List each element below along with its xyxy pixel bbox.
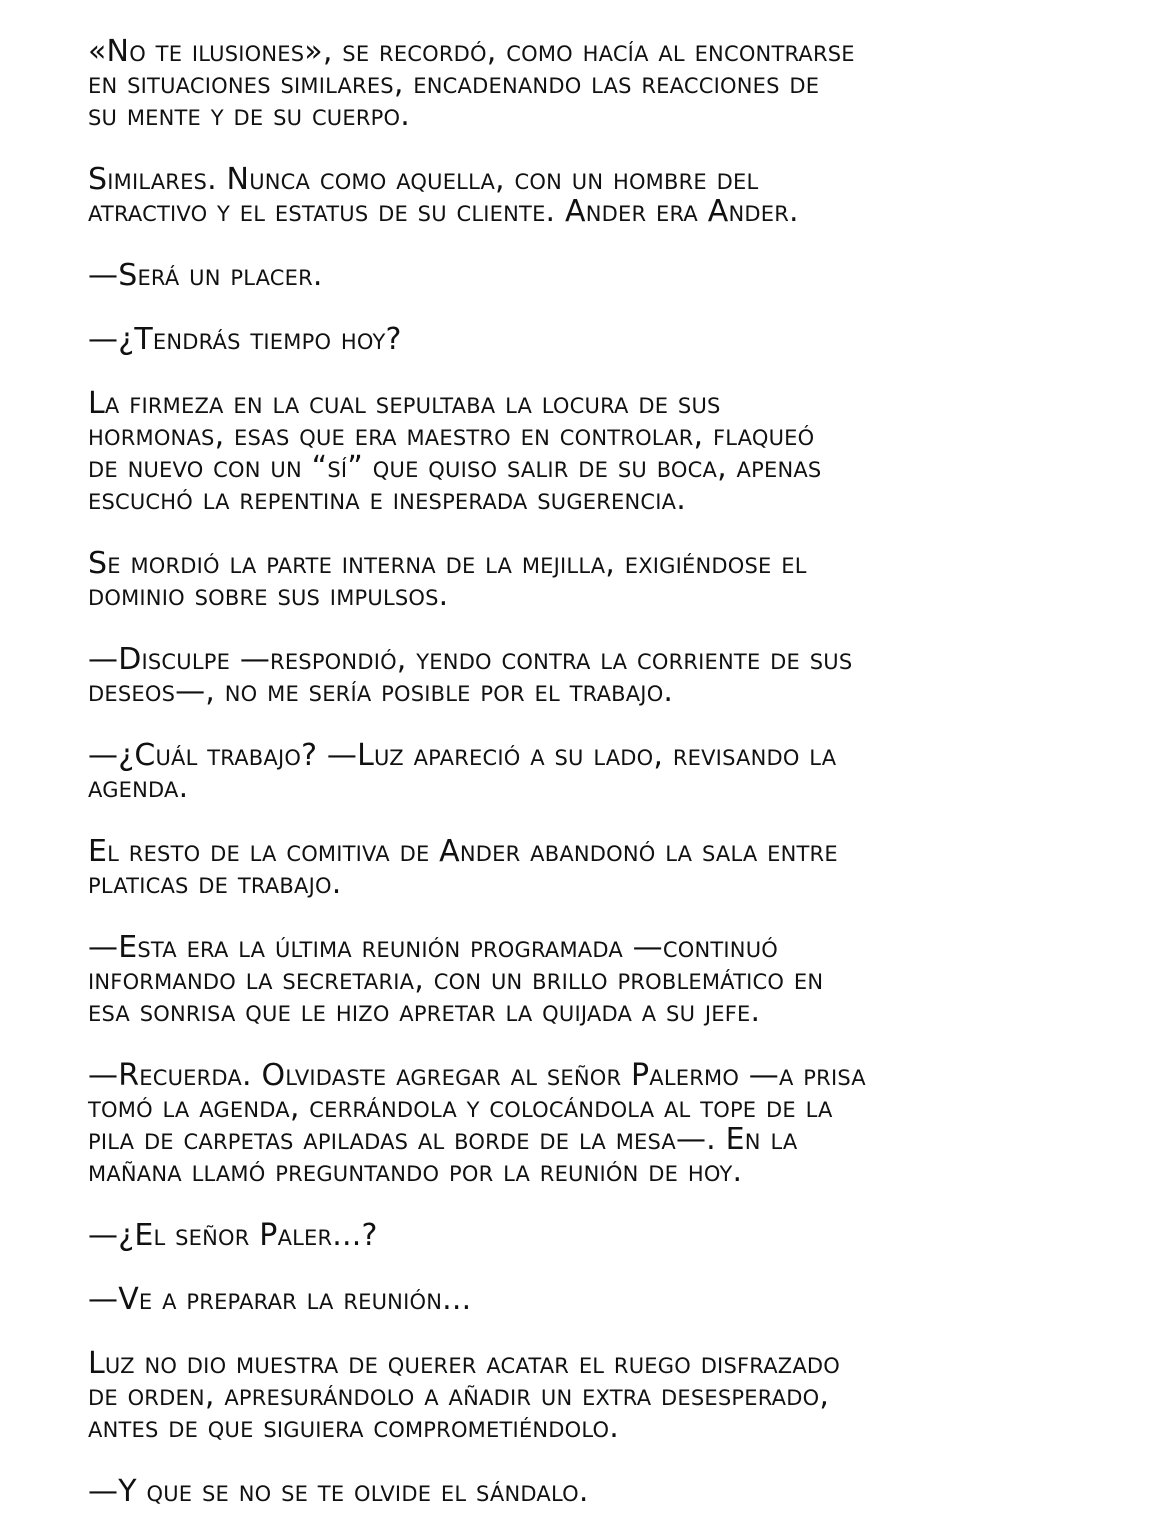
document-page: [88, 36, 1088, 1508]
paragraph: —Disculpe —respondió, yendo contra la corriente de sus deseos—, no me sería posible por el trabajo.: [88, 642, 853, 709]
paragraph: «No te ilusiones», se recordó, como hacía al encontrarse en situaciones similares, encadenando las reacciones de su mente y de su cuerpo.: [88, 34, 855, 133]
paragraph: Luz no dio muestra de querer acatar el ruego disfrazado de orden, apresurándolo a añadir un extra desesperado, antes de que siguiera comprometiéndolo.: [88, 1346, 841, 1445]
paragraph: —Esta era la última reunión programada —continuó informando la secretaria, con un brillo problemático en esa sonrisa que le hizo apretar la quijada a su jefe.: [88, 930, 824, 1029]
paragraph: —¿Cuál trabajo? —Luz apareció a su lado, revisando la agenda.: [88, 738, 837, 805]
paragraph: —Ve a preparar la reunión...: [88, 1282, 472, 1317]
paragraph: La firmeza en la cual sepultaba la locura de sus hormonas, esas que era maestro en controlar, flaqueó de nuevo con un “sí” que quiso salir de su boca, apenas escuchó la repentina e inesperada sugerencia.: [88, 386, 822, 517]
paragraph: —¿Tendrás tiempo hoy?: [88, 322, 402, 357]
paragraph: El resto de la comitiva de Ander abandonó la sala entre platicas de trabajo.: [88, 834, 838, 901]
paragraph: —Será un placer.: [88, 258, 323, 293]
paragraph: —¿El señor Paler...?: [88, 1218, 378, 1253]
paragraph: —Y que se no se te olvide el sándalo.: [88, 1474, 589, 1509]
paragraph: Similares. Nunca como aquella, con un hombre del atractivo y el estatus de su cliente. Ander era Ander.: [88, 162, 799, 229]
paragraph: Se mordió la parte interna de la mejilla, exigiéndose el dominio sobre sus impulsos.: [88, 546, 807, 613]
paragraph: —Recuerda. Olvidaste agregar al señor Palermo —a prisa tomó la agenda, cerrándola y colocándola al tope de la pila de carpetas apiladas al borde de la mesa—. En la mañana llamó preguntando por la reunión de hoy.: [88, 1058, 866, 1189]
